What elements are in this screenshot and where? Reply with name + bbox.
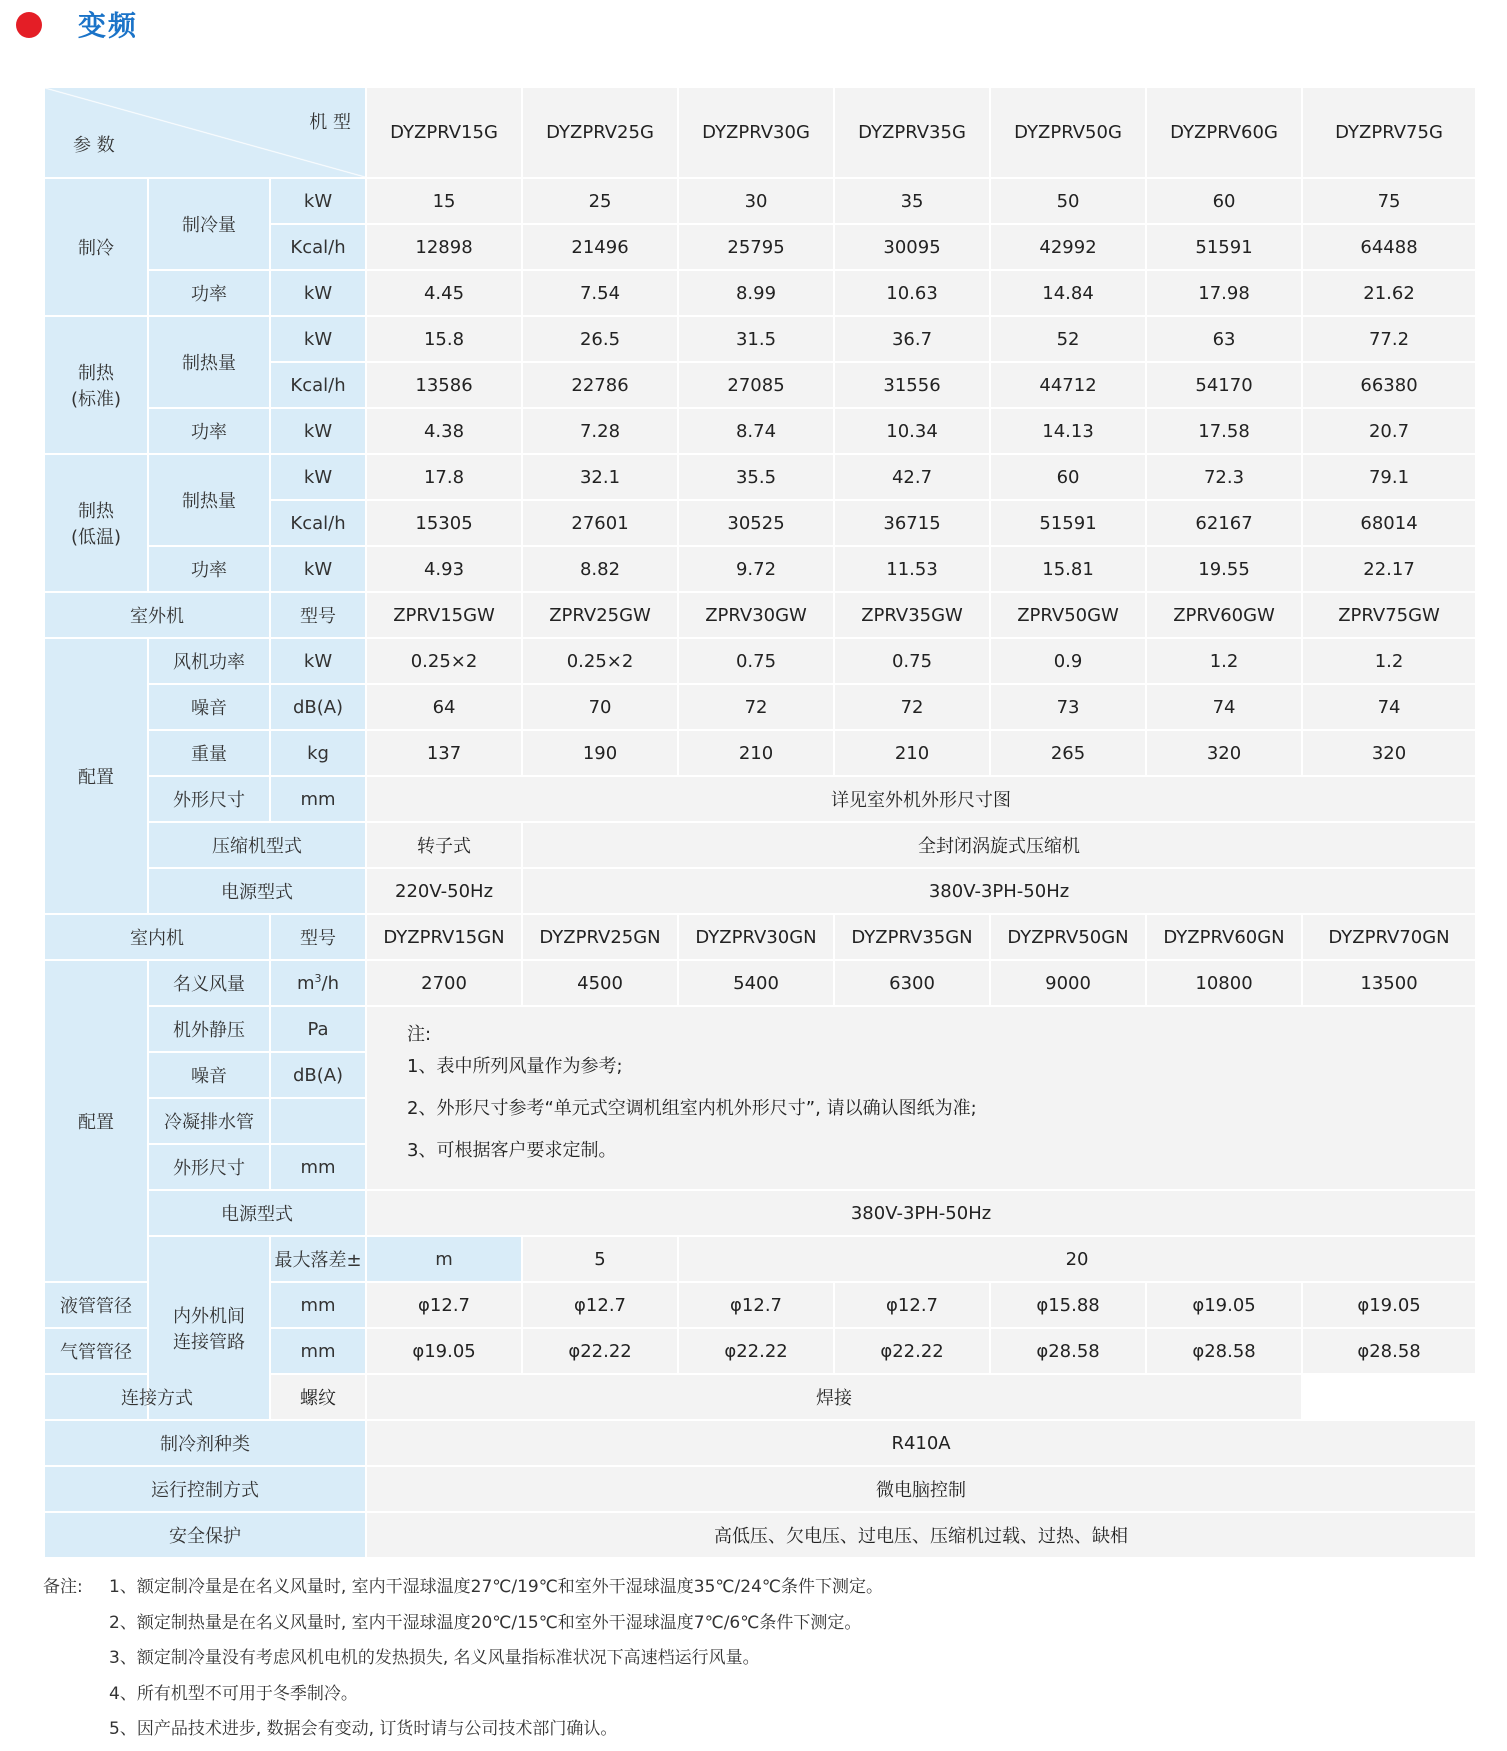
header-diagonal-cell [44, 87, 366, 178]
value-cell: 75 [1302, 178, 1476, 224]
unit-label: Kcal/h [270, 224, 366, 270]
value-cell: 77.2 [1302, 316, 1476, 362]
value-cell: 30525 [678, 500, 834, 546]
value-cell: 66380 [1302, 362, 1476, 408]
value-cell: 25 [522, 178, 678, 224]
unit-label: kW [270, 638, 366, 684]
param-label: 液管管径 [44, 1282, 148, 1328]
value-cell: 25795 [678, 224, 834, 270]
value-cell: 74 [1146, 684, 1302, 730]
value-cell: 9000 [990, 960, 1146, 1006]
value-cell: 72.3 [1146, 454, 1302, 500]
param-label: 功率 [148, 546, 270, 592]
value-cell: 17.58 [1146, 408, 1302, 454]
value-cell: φ19.05 [1146, 1282, 1302, 1328]
value-cell: 15305 [366, 500, 522, 546]
param-label: 运行控制方式 [44, 1466, 366, 1512]
param-label: 制热量 [148, 454, 270, 546]
param-label: 制冷剂种类 [44, 1420, 366, 1466]
param-label: 安全保护 [44, 1512, 366, 1558]
remark-line: 4、所有机型不可用于冬季制冷。 [109, 1684, 358, 1704]
unit-label: kg [270, 730, 366, 776]
value-cell: 1.2 [1302, 638, 1476, 684]
unit-text: m [297, 973, 315, 994]
value-cell: ZPRV60GW [1146, 592, 1302, 638]
value-cell: 14.84 [990, 270, 1146, 316]
value-cell: 微电脑控制 [366, 1466, 1476, 1512]
label-line: 连接管路 [173, 1332, 245, 1353]
value-cell: 210 [678, 730, 834, 776]
param-label: 重量 [148, 730, 270, 776]
value-cell: 10800 [1146, 960, 1302, 1006]
page-title: 变频 [78, 9, 139, 42]
remark-line: 5、因产品技术进步, 数据会有变动, 订货时请与公司技术部门确认。 [109, 1719, 618, 1739]
value-cell: 20.7 [1302, 408, 1476, 454]
value-cell: φ12.7 [366, 1282, 522, 1328]
value-cell: 14.13 [990, 408, 1146, 454]
value-cell: 320 [1146, 730, 1302, 776]
value-cell: 22786 [522, 362, 678, 408]
unit-label: mm [270, 776, 366, 822]
label-line: (低温) [70, 527, 122, 548]
value-cell: 0.75 [678, 638, 834, 684]
value-cell: 详见室外机外形尺寸图 [366, 776, 1476, 822]
param-label: 连接方式 [44, 1374, 270, 1420]
unit-label: 型号 [270, 914, 366, 960]
value-cell: 31.5 [678, 316, 834, 362]
value-cell: 70 [522, 684, 678, 730]
value-cell: φ22.22 [678, 1328, 834, 1374]
value-cell: 13500 [1302, 960, 1476, 1006]
param-label: 电源型式 [148, 1190, 366, 1236]
value-cell: 30 [678, 178, 834, 224]
section-label: 配置 [44, 638, 148, 914]
value-cell: 51591 [990, 500, 1146, 546]
value-cell: 52 [990, 316, 1146, 362]
unit-label: dB(A) [270, 684, 366, 730]
value-cell: 8.82 [522, 546, 678, 592]
value-cell: 26.5 [522, 316, 678, 362]
value-cell: 190 [522, 730, 678, 776]
value-cell: 220V-50Hz [366, 868, 522, 914]
section-label [44, 316, 148, 454]
value-cell: 10.63 [834, 270, 990, 316]
value-cell: φ19.05 [366, 1328, 522, 1374]
remark-line: 3、额定制冷量没有考虑风机电机的发热损失, 名义风量指标准状况下高速档运行风量。 [109, 1648, 760, 1668]
value-cell: 265 [990, 730, 1146, 776]
param-label: 噪音 [148, 1052, 270, 1098]
value-cell: φ19.05 [1302, 1282, 1476, 1328]
note-line: 注: [407, 1024, 432, 1045]
value-cell: 7.54 [522, 270, 678, 316]
unit-label: mm [270, 1328, 366, 1374]
value-cell: 焊接 [366, 1374, 1302, 1420]
value-cell: 73 [990, 684, 1146, 730]
value-cell: 27085 [678, 362, 834, 408]
section-label: 室外机 [44, 592, 270, 638]
unit-label: kW [270, 408, 366, 454]
value-cell: ZPRV50GW [990, 592, 1146, 638]
value-cell: 31556 [834, 362, 990, 408]
value-cell: 0.9 [990, 638, 1146, 684]
param-label: 机外静压 [148, 1006, 270, 1052]
unit-label: 型号 [270, 592, 366, 638]
section-label [44, 454, 148, 592]
col-header-label: 参 数 [73, 135, 115, 156]
value-cell: 60 [990, 454, 1146, 500]
value-cell: 转子式 [366, 822, 522, 868]
value-cell: 79.1 [1302, 454, 1476, 500]
value-cell: 高低压、欠电压、过电压、压缩机过载、过热、缺相 [366, 1512, 1476, 1558]
value-cell: DYZPRV30GN [678, 914, 834, 960]
param-label: 名义风量 [148, 960, 270, 1006]
value-cell: 380V-3PH-50Hz [366, 1190, 1476, 1236]
value-cell: 32.1 [522, 454, 678, 500]
value-cell: 42992 [990, 224, 1146, 270]
param-label: 制冷量 [148, 178, 270, 270]
param-label: 气管管径 [44, 1328, 148, 1374]
value-cell: 137 [366, 730, 522, 776]
value-cell: 8.99 [678, 270, 834, 316]
value-cell: 2700 [366, 960, 522, 1006]
value-cell: DYZPRV50GN [990, 914, 1146, 960]
value-cell: 12898 [366, 224, 522, 270]
value-cell: 72 [834, 684, 990, 730]
remark-line: 1、额定制冷量是在名义风量时, 室内干湿球温度27℃/19℃和室外干湿球温度35℃/24℃条件下测定。 [109, 1577, 883, 1597]
value-cell: 36715 [834, 500, 990, 546]
value-cell: φ22.22 [834, 1328, 990, 1374]
value-cell: 7.28 [522, 408, 678, 454]
value-cell: 380V-3PH-50Hz [522, 868, 1476, 914]
unit-label: mm [270, 1144, 366, 1190]
value-cell: φ22.22 [522, 1328, 678, 1374]
value-cell: 50 [990, 178, 1146, 224]
value-cell: 20 [678, 1236, 1476, 1282]
label-line: 内外机间 [173, 1306, 245, 1327]
section-label: 制冷 [44, 178, 148, 316]
unit-label: kW [270, 316, 366, 362]
unit-label: Pa [270, 1006, 366, 1052]
value-cell: 68014 [1302, 500, 1476, 546]
param-label: 功率 [148, 270, 270, 316]
unit-label: $m^3/h$ [270, 960, 366, 1006]
unit-label: kW [270, 454, 366, 500]
value-cell: 4.93 [366, 546, 522, 592]
value-cell: ZPRV25GW [522, 592, 678, 638]
model-header: DYZPRV25G [522, 87, 678, 178]
value-cell: 4.45 [366, 270, 522, 316]
value-cell: φ15.88 [990, 1282, 1146, 1328]
unit-label: kW [270, 270, 366, 316]
value-cell: 35 [834, 178, 990, 224]
value-cell: 1.2 [1146, 638, 1302, 684]
value-cell: 5400 [678, 960, 834, 1006]
value-cell: ZPRV30GW [678, 592, 834, 638]
unit-label: dB(A) [270, 1052, 366, 1098]
value-cell: 51591 [1146, 224, 1302, 270]
value-cell: ZPRV35GW [834, 592, 990, 638]
value-cell: 22.17 [1302, 546, 1476, 592]
value-cell: R410A [366, 1420, 1476, 1466]
red-bullet-icon [16, 12, 42, 38]
model-header: DYZPRV60G [1146, 87, 1302, 178]
value-cell: 17.98 [1146, 270, 1302, 316]
value-cell: 210 [834, 730, 990, 776]
value-cell: 9.72 [678, 546, 834, 592]
model-header: DYZPRV50G [990, 87, 1146, 178]
value-cell: ZPRV15GW [366, 592, 522, 638]
value-cell: 5 [522, 1236, 678, 1282]
remark-line: 2、额定制热量是在名义风量时, 室内干湿球温度20℃/15℃和室外干湿球温度7℃/6℃条件下测定。 [109, 1613, 862, 1633]
value-cell: 27601 [522, 500, 678, 546]
value-cell: 44712 [990, 362, 1146, 408]
value-cell: 13586 [366, 362, 522, 408]
value-cell: 15.8 [366, 316, 522, 362]
remarks-label: 备注: [43, 1577, 83, 1597]
unit-label: Kcal/h [270, 500, 366, 546]
value-cell: 15 [366, 178, 522, 224]
spec-table [43, 86, 1477, 1559]
value-cell: 11.53 [834, 546, 990, 592]
param-label: 最大落差± [270, 1236, 366, 1282]
value-cell: 54170 [1146, 362, 1302, 408]
model-header: DYZPRV30G [678, 87, 834, 178]
section-label: 室内机 [44, 914, 270, 960]
value-cell: 64488 [1302, 224, 1476, 270]
param-label: 外形尺寸 [148, 1144, 270, 1190]
param-label: 制热量 [148, 316, 270, 408]
unit-label [270, 1098, 366, 1144]
notes-cell [366, 1006, 1476, 1190]
value-cell: 全封闭涡旋式压缩机 [522, 822, 1476, 868]
note-line: 2、外形尺寸参考“单元式空调机组室内机外形尺寸”, 请以确认图纸为准; [407, 1098, 977, 1119]
value-cell: 6300 [834, 960, 990, 1006]
value-cell: 35.5 [678, 454, 834, 500]
note-line: 3、可根据客户要求定制。 [407, 1140, 617, 1161]
value-cell: 30095 [834, 224, 990, 270]
value-cell: DYZPRV70GN [1302, 914, 1476, 960]
value-cell: φ28.58 [990, 1328, 1146, 1374]
note-line: 1、表中所列风量作为参考; [407, 1056, 623, 1077]
value-cell: 74 [1302, 684, 1476, 730]
value-cell: DYZPRV15GN [366, 914, 522, 960]
label-line: 制热 [78, 501, 114, 522]
unit-label: kW [270, 178, 366, 224]
unit-label: kW [270, 546, 366, 592]
unit-label: mm [270, 1282, 366, 1328]
param-label: 电源型式 [148, 868, 366, 914]
value-cell: 72 [678, 684, 834, 730]
value-cell: 62167 [1146, 500, 1302, 546]
value-cell: 15.81 [990, 546, 1146, 592]
value-cell: 4500 [522, 960, 678, 1006]
label-line: (标准) [70, 389, 122, 410]
value-cell: 21496 [522, 224, 678, 270]
value-cell: φ12.7 [678, 1282, 834, 1328]
unit-label: m [366, 1236, 522, 1282]
model-header: DYZPRV35G [834, 87, 990, 178]
value-cell: φ28.58 [1302, 1328, 1476, 1374]
value-cell: 17.8 [366, 454, 522, 500]
row-header-label: 机 型 [309, 112, 352, 133]
value-cell: 10.34 [834, 408, 990, 454]
value-cell: 螺纹 [270, 1374, 366, 1420]
value-cell: 36.7 [834, 316, 990, 362]
value-cell: 60 [1146, 178, 1302, 224]
model-header: DYZPRV75G [1302, 87, 1476, 178]
value-cell: 21.62 [1302, 270, 1476, 316]
param-label: 压缩机型式 [148, 822, 366, 868]
value-cell: DYZPRV60GN [1146, 914, 1302, 960]
value-cell: 63 [1146, 316, 1302, 362]
model-header: DYZPRV15G [366, 87, 522, 178]
param-label: 冷凝排水管 [148, 1098, 270, 1144]
value-cell: DYZPRV35GN [834, 914, 990, 960]
value-cell: φ12.7 [834, 1282, 990, 1328]
value-cell: 19.55 [1146, 546, 1302, 592]
param-label: 风机功率 [148, 638, 270, 684]
section-label: 配置 [44, 960, 148, 1282]
param-label: 功率 [148, 408, 270, 454]
value-cell: 0.75 [834, 638, 990, 684]
param-label: 外形尺寸 [148, 776, 270, 822]
value-cell: 0.25×2 [522, 638, 678, 684]
value-cell: φ28.58 [1146, 1328, 1302, 1374]
value-cell: 42.7 [834, 454, 990, 500]
value-cell: 320 [1302, 730, 1476, 776]
value-cell: ZPRV75GW [1302, 592, 1476, 638]
value-cell: φ12.7 [522, 1282, 678, 1328]
value-cell: DYZPRV25GN [522, 914, 678, 960]
value-cell: 8.74 [678, 408, 834, 454]
unit-label: Kcal/h [270, 362, 366, 408]
value-cell: 4.38 [366, 408, 522, 454]
param-label: 噪音 [148, 684, 270, 730]
value-cell: 0.25×2 [366, 638, 522, 684]
value-cell: 64 [366, 684, 522, 730]
label-line: 制热 [78, 363, 114, 384]
